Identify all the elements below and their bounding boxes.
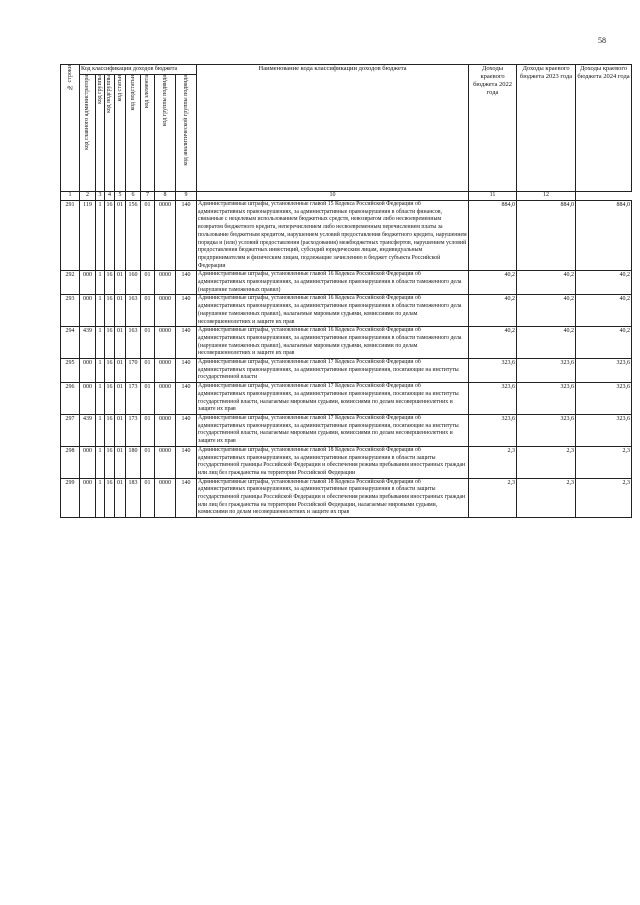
- code-admin: 000: [80, 478, 96, 518]
- code-analytic: 140: [176, 327, 197, 359]
- header-amount-2022: Доходы краевого бюджета 2022 года: [469, 65, 517, 192]
- income-name: Административные штрафы, установленные главой 17 Кодекса Российской Федерации об административных правонарушениях, за административные правонарушения, посягающие на институты государственной власти, налагаемые мировыми судьями, комиссиями по делам несовершеннолетних и защите их прав: [197, 383, 469, 415]
- amount-2024: 323,6: [576, 359, 632, 383]
- row-number: 299: [61, 478, 80, 518]
- amount-2023: 40,2: [517, 327, 576, 359]
- code-admin: 119: [80, 201, 96, 271]
- amount-2023: 40,2: [517, 295, 576, 327]
- amount-2024: 323,6: [576, 383, 632, 415]
- amount-2022: 2,3: [469, 446, 517, 478]
- code-substatya: 156: [126, 201, 141, 271]
- row-number: 292: [61, 271, 80, 295]
- amount-2022: 40,2: [469, 295, 517, 327]
- header-code-element: код элемента: [141, 75, 155, 192]
- code-subtype: 0000: [155, 327, 176, 359]
- code-subgroup: 16: [105, 295, 115, 327]
- income-name: Административные штрафы, установленные главой 18 Кодекса Российской Федерации об административных правонарушениях, за административные правонарушения в области защиты государственной границы Российской Федерации и обеспечения режима пребывания иностранных граждан или лиц без гражданства на территории Российской Федерации, налагаемые мировыми судьями, комиссиями по делам несовершеннолетних и защите их прав: [197, 478, 469, 518]
- table-header: [61, 65, 632, 201]
- amount-2023: 884,0: [517, 201, 576, 271]
- amount-2024: 40,2: [576, 327, 632, 359]
- code-article: 01: [115, 201, 126, 271]
- code-subgroup: 16: [105, 271, 115, 295]
- code-article: 01: [115, 446, 126, 478]
- code-subtype: 0000: [155, 201, 176, 271]
- amount-2024: 2,3: [576, 446, 632, 478]
- code-group: 1: [96, 295, 105, 327]
- column-number: 12: [517, 192, 576, 201]
- amount-2023: 2,3: [517, 446, 576, 478]
- table-row: [61, 201, 632, 271]
- code-element: 01: [141, 478, 155, 518]
- code-analytic: 140: [176, 201, 197, 271]
- code-analytic: 140: [176, 271, 197, 295]
- code-admin: 000: [80, 383, 96, 415]
- code-subgroup: 16: [105, 201, 115, 271]
- code-element: 01: [141, 327, 155, 359]
- code-substatya: 163: [126, 327, 141, 359]
- code-group: 1: [96, 446, 105, 478]
- amount-2023: 40,2: [517, 271, 576, 295]
- amount-2022: 40,2: [469, 327, 517, 359]
- code-substatya: 180: [126, 446, 141, 478]
- table-row: [61, 327, 632, 359]
- income-name: Административные штрафы, установленные главой 15 Кодекса Российской Федерации об административных правонарушениях, за административные правонарушения в области финансов, связанные с нецелевым использованием бюджетных средств, невозвратом либо несвоевременным возвратом бюджетного кредита, неперечислением либо несвоевременным перечислением платы за пользование бюджетным кредитом, нарушением условий предоставления бюджетного кредита, нарушением порядка и (или) условий предоставления (расходования) межбюджетных трансфертов, нарушением условий предоставления бюджетных инвестиций, субсидий юридическим лицам, индивидуальным предпринимателям и физическим лицам, подлежащие зачислению в бюджет субъекта Российской Федерации: [197, 201, 469, 271]
- income-name: Административные штрафы, установленные главой 18 Кодекса Российской Федерации об административных правонарушениях, за административные правонарушения в области защиты государственной границы Российской Федерации и обеспечения режима пребывания иностранных граждан или лиц без гражданства на территории Российской Федерации: [197, 446, 469, 478]
- header-code-group: код группы: [96, 75, 105, 192]
- amount-2024: 884,0: [576, 201, 632, 271]
- code-group: 1: [96, 359, 105, 383]
- code-subgroup: 16: [105, 359, 115, 383]
- table-row: [61, 478, 632, 518]
- amount-2024: 40,2: [576, 271, 632, 295]
- amount-2022: 884,0: [469, 201, 517, 271]
- header-code-admin: код главного администратора: [80, 75, 96, 192]
- code-subtype: 0000: [155, 271, 176, 295]
- amount-2023: 323,6: [517, 414, 576, 446]
- column-number: 4: [105, 192, 115, 201]
- row-number: 298: [61, 446, 80, 478]
- table-body: [61, 201, 632, 518]
- income-classification-table: [60, 64, 632, 518]
- code-subgroup: 16: [105, 446, 115, 478]
- code-article: 01: [115, 327, 126, 359]
- code-substatya: 173: [126, 383, 141, 415]
- code-subtype: 0000: [155, 295, 176, 327]
- header-code-substatya: код подстатьи: [126, 75, 141, 192]
- income-name: Административные штрафы, установленные главой 16 Кодекса Российской Федерации об административных правонарушениях, за административные правонарушения в области таможенного дела (нарушение таможенных правил), налагаемые мировыми судьями, комиссиями по делам несовершеннолетних и защите их прав: [197, 295, 469, 327]
- column-number: 11: [469, 192, 517, 201]
- code-subtype: 0000: [155, 359, 176, 383]
- row-number: 293: [61, 295, 80, 327]
- table-row: [61, 414, 632, 446]
- code-article: 01: [115, 383, 126, 415]
- row-number: 295: [61, 359, 80, 383]
- code-admin: 000: [80, 295, 96, 327]
- table-row: [61, 271, 632, 295]
- code-subgroup: 16: [105, 414, 115, 446]
- code-element: 01: [141, 271, 155, 295]
- code-element: 01: [141, 383, 155, 415]
- code-article: 01: [115, 414, 126, 446]
- header-amount-2023: Доходы краевого бюджета 2023 года: [517, 65, 576, 192]
- amount-2023: 323,6: [517, 383, 576, 415]
- code-substatya: 160: [126, 271, 141, 295]
- code-substatya: 183: [126, 478, 141, 518]
- amount-2022: 2,3: [469, 478, 517, 518]
- code-admin: 000: [80, 271, 96, 295]
- header-classification-group: Код классификации доходов бюджета: [80, 65, 197, 75]
- code-subtype: 0000: [155, 478, 176, 518]
- row-number: 291: [61, 201, 80, 271]
- amount-2024: 2,3: [576, 478, 632, 518]
- code-analytic: 140: [176, 359, 197, 383]
- code-admin: 000: [80, 359, 96, 383]
- row-number: 297: [61, 414, 80, 446]
- code-admin: 439: [80, 327, 96, 359]
- column-number: 6: [126, 192, 141, 201]
- column-number: 10: [197, 192, 469, 201]
- code-group: 1: [96, 327, 105, 359]
- code-group: 1: [96, 414, 105, 446]
- amount-2024: 323,6: [576, 414, 632, 446]
- row-number: 294: [61, 327, 80, 359]
- code-element: 01: [141, 201, 155, 271]
- row-number: 296: [61, 383, 80, 415]
- code-subtype: 0000: [155, 383, 176, 415]
- code-admin: 439: [80, 414, 96, 446]
- table-row: [61, 446, 632, 478]
- column-number: 3: [96, 192, 105, 201]
- table-row: [61, 359, 632, 383]
- header-name-column: Наименование кода классификации доходов бюджета: [197, 65, 469, 192]
- page-number: 58: [598, 36, 606, 45]
- amount-2024: 40,2: [576, 295, 632, 327]
- column-number: 1: [61, 192, 80, 201]
- code-analytic: 140: [176, 478, 197, 518]
- code-group: 1: [96, 201, 105, 271]
- code-article: 01: [115, 359, 126, 383]
- code-group: 1: [96, 383, 105, 415]
- header-code-subtype: код группы подвида: [155, 75, 176, 192]
- amount-2023: 2,3: [517, 478, 576, 518]
- income-name: Административные штрафы, установленные главой 16 Кодекса Российской Федерации об административных правонарушениях, за административные правонарушения в области таможенного дела (нарушение таможенных правил): [197, 271, 469, 295]
- column-number: 2: [80, 192, 96, 201]
- code-admin: 000: [80, 446, 96, 478]
- header-row-number: № строки: [61, 65, 80, 192]
- amount-2022: 323,6: [469, 414, 517, 446]
- code-element: 01: [141, 446, 155, 478]
- code-article: 01: [115, 478, 126, 518]
- column-number: 8: [155, 192, 176, 201]
- column-number: 5: [115, 192, 126, 201]
- table-row: [61, 383, 632, 415]
- column-numbers-row: [61, 192, 632, 201]
- code-substatya: 173: [126, 414, 141, 446]
- code-subtype: 0000: [155, 414, 176, 446]
- code-analytic: 140: [176, 414, 197, 446]
- income-name: Административные штрафы, установленные главой 17 Кодекса Российской Федерации об административных правонарушениях, за административные правонарушения, посягающие на институты государственной власти, налагаемые мировыми судьями, комиссиями по делам несовершеннолетних и защите их прав: [197, 414, 469, 446]
- code-subgroup: 16: [105, 327, 115, 359]
- amount-2022: 323,6: [469, 359, 517, 383]
- code-substatya: 170: [126, 359, 141, 383]
- header-code-article: код статьи: [115, 75, 126, 192]
- header-amount-2024: Доходы краевого бюджета 2024 года: [576, 65, 632, 192]
- code-subgroup: 16: [105, 383, 115, 415]
- code-element: 01: [141, 359, 155, 383]
- income-name: Административные штрафы, установленные главой 16 Кодекса Российской Федерации об административных правонарушениях, за административные правонарушения в области таможенного дела (нарушение таможенных правил), налагаемые мировыми судьями, комиссиями по делам несовершеннолетних и защите их прав: [197, 327, 469, 359]
- amount-2023: 323,6: [517, 359, 576, 383]
- income-name: Административные штрафы, установленные главой 17 Кодекса Российской Федерации об административных правонарушениях, за административные правонарушения, посягающие на институты государственной власти: [197, 359, 469, 383]
- column-number: 7: [141, 192, 155, 201]
- code-subtype: 0000: [155, 446, 176, 478]
- code-analytic: 140: [176, 383, 197, 415]
- column-number: 9: [176, 192, 197, 201]
- code-element: 01: [141, 414, 155, 446]
- code-analytic: 140: [176, 446, 197, 478]
- code-element: 01: [141, 295, 155, 327]
- header-code-analytic: код аналитической группы подвида: [176, 75, 197, 192]
- header-code-subgroup: код подгруппы: [105, 75, 115, 192]
- code-article: 01: [115, 295, 126, 327]
- code-group: 1: [96, 271, 105, 295]
- code-subgroup: 16: [105, 478, 115, 518]
- code-substatya: 163: [126, 295, 141, 327]
- amount-2022: 323,6: [469, 383, 517, 415]
- code-group: 1: [96, 478, 105, 518]
- table-row: [61, 295, 632, 327]
- amount-2022: 40,2: [469, 271, 517, 295]
- code-analytic: 140: [176, 295, 197, 327]
- code-article: 01: [115, 271, 126, 295]
